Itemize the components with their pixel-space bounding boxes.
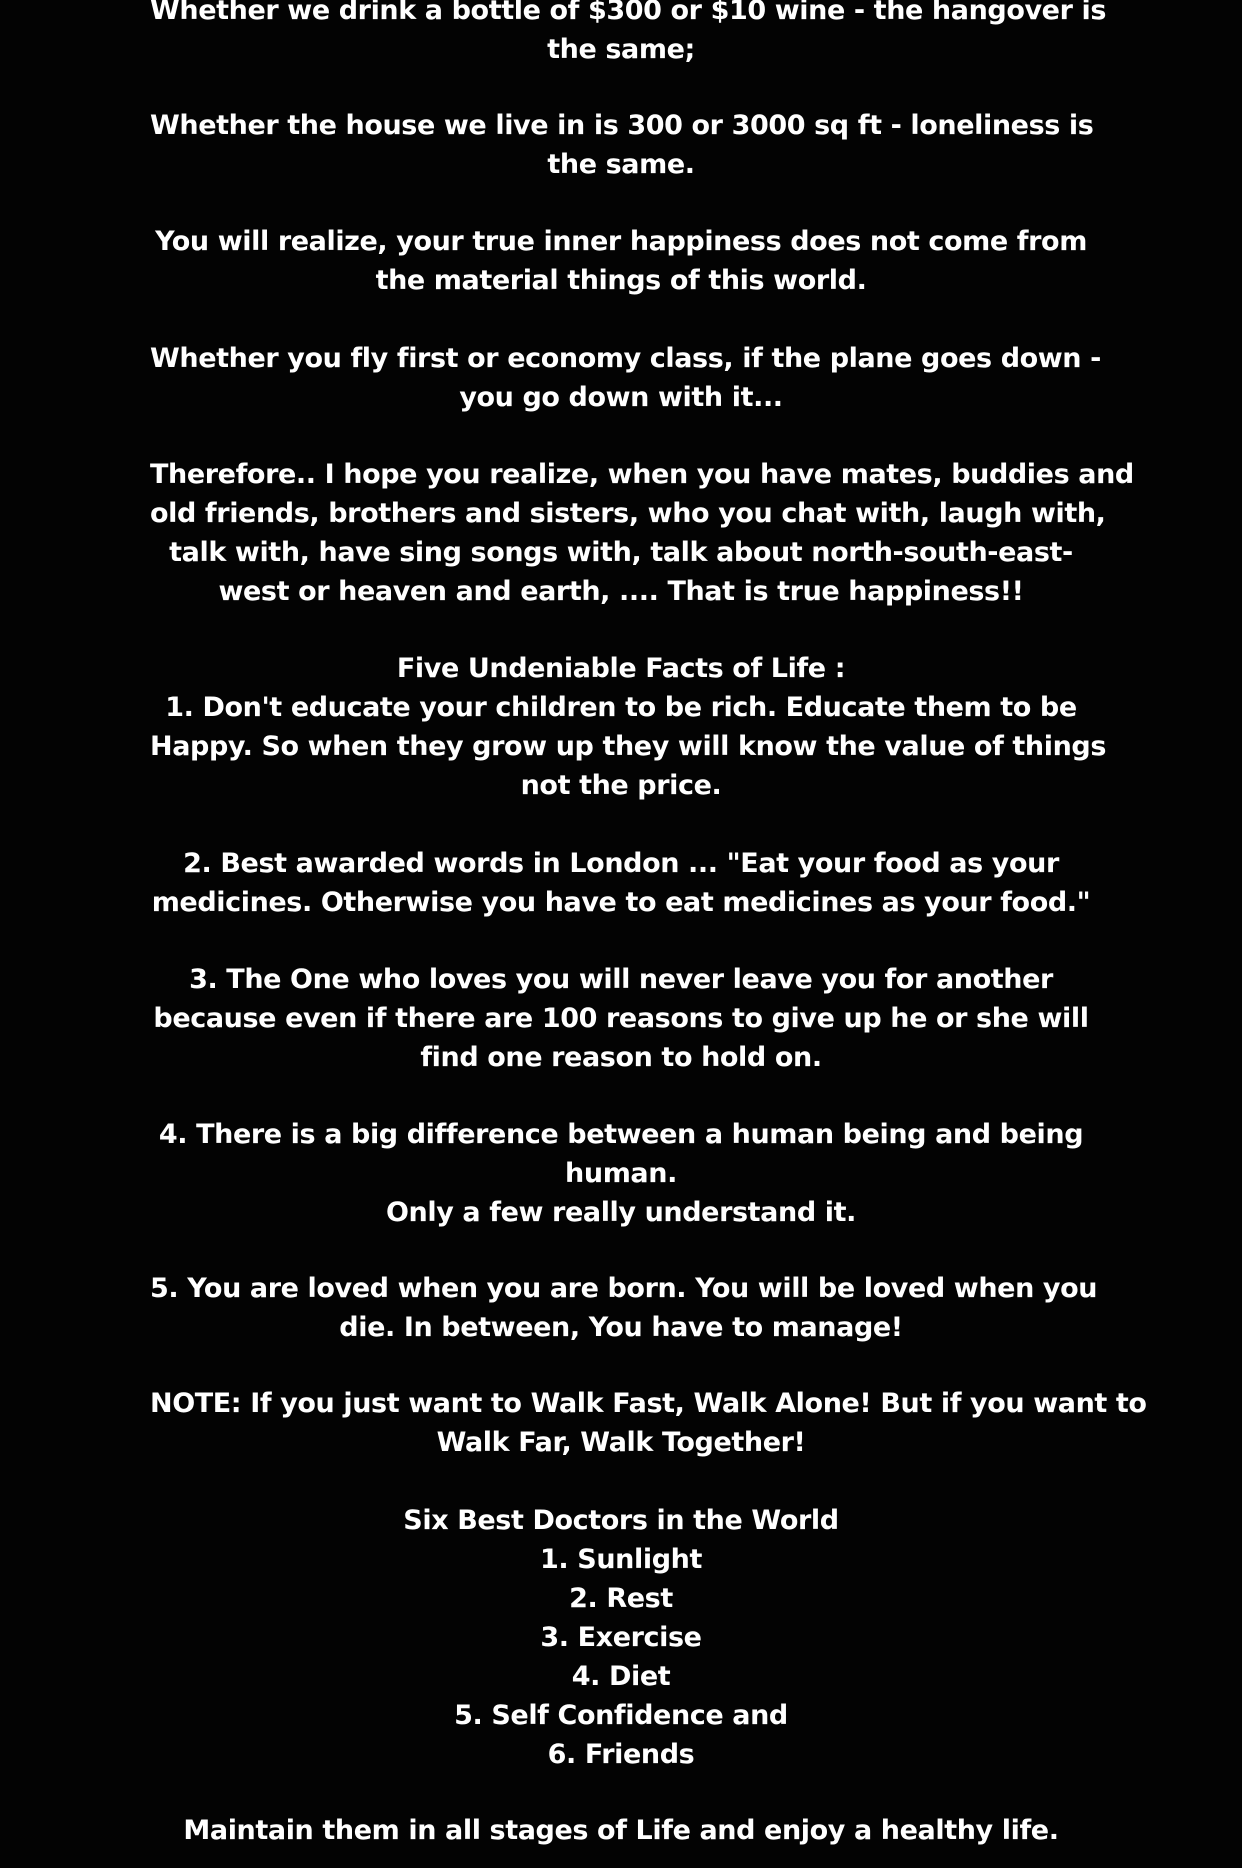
text-line: You will realize, your true inner happiness does not come from — [155, 226, 1087, 257]
list-item: 2. Rest — [569, 1583, 673, 1614]
paragraph-five-facts — [150, 649, 1107, 805]
paragraph-plane — [150, 339, 1101, 417]
text-line: talk with, have sing songs with, talk about north-south-east- — [169, 537, 1073, 568]
text-line: human. — [565, 1158, 677, 1189]
text-line: die. In between, You have to manage! — [339, 1312, 903, 1343]
paragraph-fact-2 — [150, 844, 1092, 922]
text-line: the material things of this world. — [375, 265, 867, 296]
text-line: Walk Far, Walk Together! — [436, 1427, 806, 1458]
text-line: Therefore.. I hope you realize, when you have mates, buddies and — [150, 459, 1134, 490]
text-line: because even if there are 100 reasons to give up he or she will — [153, 1003, 1089, 1034]
paragraph-closing — [150, 1811, 1092, 1850]
text-line: Whether we drink a bottle of $300 or $10 wine - the hangover is — [150, 0, 1107, 26]
paragraph-six-doctors — [150, 1501, 1092, 1774]
paragraph-note — [150, 1384, 1147, 1462]
text-line: old friends, brothers and sisters, who you chat with, laugh with, — [150, 498, 1106, 529]
list-item: 6. Friends — [547, 1739, 695, 1770]
text-line: medicines. Otherwise you have to eat medicines as your food." — [151, 887, 1091, 918]
list-item: 3. Exercise — [540, 1622, 702, 1653]
text-line: find one reason to hold on. — [420, 1042, 822, 1073]
list-item: 1. Sunlight — [540, 1544, 702, 1575]
paragraph-loneliness — [150, 106, 1092, 184]
text-line: Happy. So when they grow up they will know the value of things — [150, 731, 1107, 762]
text-line: not the price. — [520, 770, 722, 801]
list-item: 5. Self Confidence and — [454, 1700, 788, 1731]
text-line: the same. — [547, 149, 695, 180]
text-line: Whether the house we live in is 300 or 3000 sq ft - loneliness is — [150, 110, 1094, 141]
paragraph-inner-happiness — [150, 222, 1092, 300]
text-line: Only a few really understand it. — [386, 1197, 856, 1228]
text-line: 4. There is a big difference between a human being and being — [158, 1119, 1084, 1150]
text-line: Whether you fly first or economy class, if the plane goes down - — [150, 343, 1101, 374]
list-item: 4. Diet — [571, 1661, 671, 1692]
paragraph-fact-5 — [150, 1269, 1098, 1347]
text-line: Maintain them in all stages of Life and enjoy a healthy life. — [183, 1815, 1059, 1846]
text-line: 3. The One who loves you will never leave you for another — [189, 964, 1053, 995]
text-line: 1. Don't educate your children to be rich. Educate them to be — [165, 692, 1077, 723]
paragraph-hangover — [150, 0, 1107, 69]
text-line: the same; — [547, 34, 695, 65]
text-line: NOTE: If you just want to Walk Fast, Walk Alone! But if you want to — [150, 1388, 1147, 1419]
text-line: 2. Best awarded words in London ... "Eat your food as your — [183, 848, 1059, 879]
text-line: 5. You are loved when you are born. You will be loved when you — [150, 1273, 1098, 1304]
text-line: west or heaven and earth, .... That is true happiness!! — [218, 576, 1024, 607]
paragraph-true-happiness — [150, 455, 1134, 611]
text-line: you go down with it... — [459, 382, 783, 413]
paragraph-fact-4 — [150, 1115, 1092, 1232]
section-heading: Five Undeniable Facts of Life : — [396, 653, 846, 684]
section-heading: Six Best Doctors in the World — [403, 1505, 839, 1536]
paragraph-fact-3 — [150, 960, 1092, 1077]
